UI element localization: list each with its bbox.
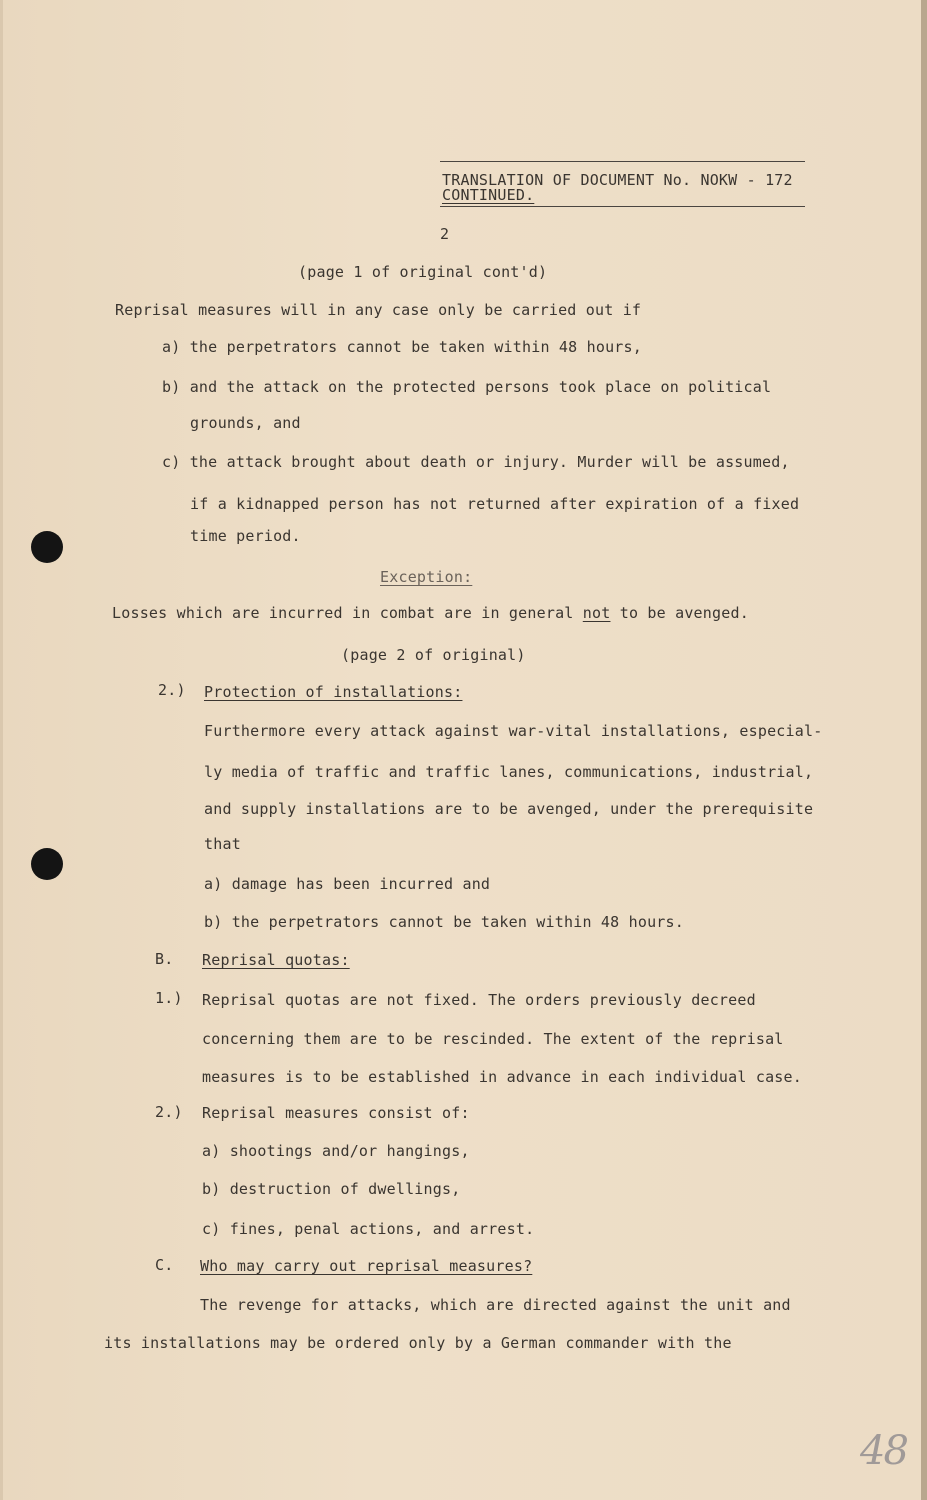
punch-hole-bottom — [31, 848, 63, 880]
sectionB-item1-line-1: Reprisal quotas are not fixed. The orders previously decreed — [202, 991, 756, 1009]
section2-heading: Protection of installations: — [204, 683, 463, 701]
condition-c-cont: if a kidnapped person has not returned after expiration of a fixed — [190, 495, 800, 513]
exception-text — [112, 604, 749, 622]
exception-text-post: to be avenged. — [610, 604, 749, 622]
section2-line-4: that — [204, 835, 241, 853]
sectionB-item2-sub-a: a) shootings and/or hangings, — [202, 1142, 470, 1160]
section2-line-3: and supply installations are to be avenged, under the prerequisite — [204, 800, 814, 818]
section2-sub-b: b) the perpetrators cannot be taken within 48 hours. — [204, 913, 684, 931]
section2-line-1: Furthermore every attack against war-vital installations, especial- — [204, 722, 823, 740]
header-line-1: TRANSLATION OF DOCUMENT No. NOKW - 172 — [442, 171, 793, 189]
section2-sub-a: a) damage has been incurred and — [204, 875, 491, 893]
exception-heading: Exception: — [380, 568, 473, 586]
exception-text-not: not — [582, 604, 611, 622]
page1-note: (page 1 of original cont'd) — [298, 263, 548, 281]
condition-b: b) and the attack on the protected persons took place on political — [162, 378, 772, 396]
exception-text-pre: Losses which are incurred in combat are in general — [112, 604, 583, 622]
page-number: 2 — [440, 225, 450, 243]
sectionB-item2-number: 2.) — [155, 1103, 183, 1121]
condition-c: c) the attack brought about death or injury. Murder will be assumed, — [162, 453, 790, 471]
section2-line-2: ly media of traffic and traffic lanes, communications, industrial, — [204, 763, 814, 781]
condition-a: a) the perpetrators cannot be taken within 48 hours, — [162, 338, 642, 356]
page-left-edge — [0, 0, 3, 1500]
condition-c-end: time period. — [190, 527, 301, 545]
sectionC-letter: C. — [155, 1256, 174, 1274]
handwritten-page-number: 48 — [860, 1428, 907, 1474]
condition-b-cont: grounds, and — [190, 414, 301, 432]
page-right-edge — [921, 0, 927, 1500]
page2-note: (page 2 of original) — [341, 646, 526, 664]
sectionC-line-2: its installations may be ordered only by a German commander with the — [104, 1334, 732, 1352]
header-line-2: CONTINUED. — [442, 186, 535, 204]
sectionB-item1-line-2: concerning them are to be rescinded. The extent of the reprisal — [202, 1030, 784, 1048]
sectionC-line-1: The revenge for attacks, which are directed against the unit and — [200, 1296, 791, 1314]
sectionB-item1-line-3: measures is to be established in advance in each individual case. — [202, 1068, 802, 1086]
sectionB-letter: B. — [155, 950, 174, 968]
intro-line: Reprisal measures will in any case only be carried out if — [115, 301, 642, 319]
sectionB-heading: Reprisal quotas: — [202, 951, 350, 969]
sectionB-item2-heading: Reprisal measures consist of: — [202, 1104, 470, 1122]
section2-number: 2.) — [158, 681, 186, 699]
sectionB-item2-sub-b: b) destruction of dwellings, — [202, 1180, 461, 1198]
sectionB-item2-sub-c: c) fines, penal actions, and arrest. — [202, 1220, 535, 1238]
punch-hole-top — [31, 531, 63, 563]
sectionB-item1-number: 1.) — [155, 989, 183, 1007]
sectionC-heading: Who may carry out reprisal measures? — [200, 1257, 533, 1275]
